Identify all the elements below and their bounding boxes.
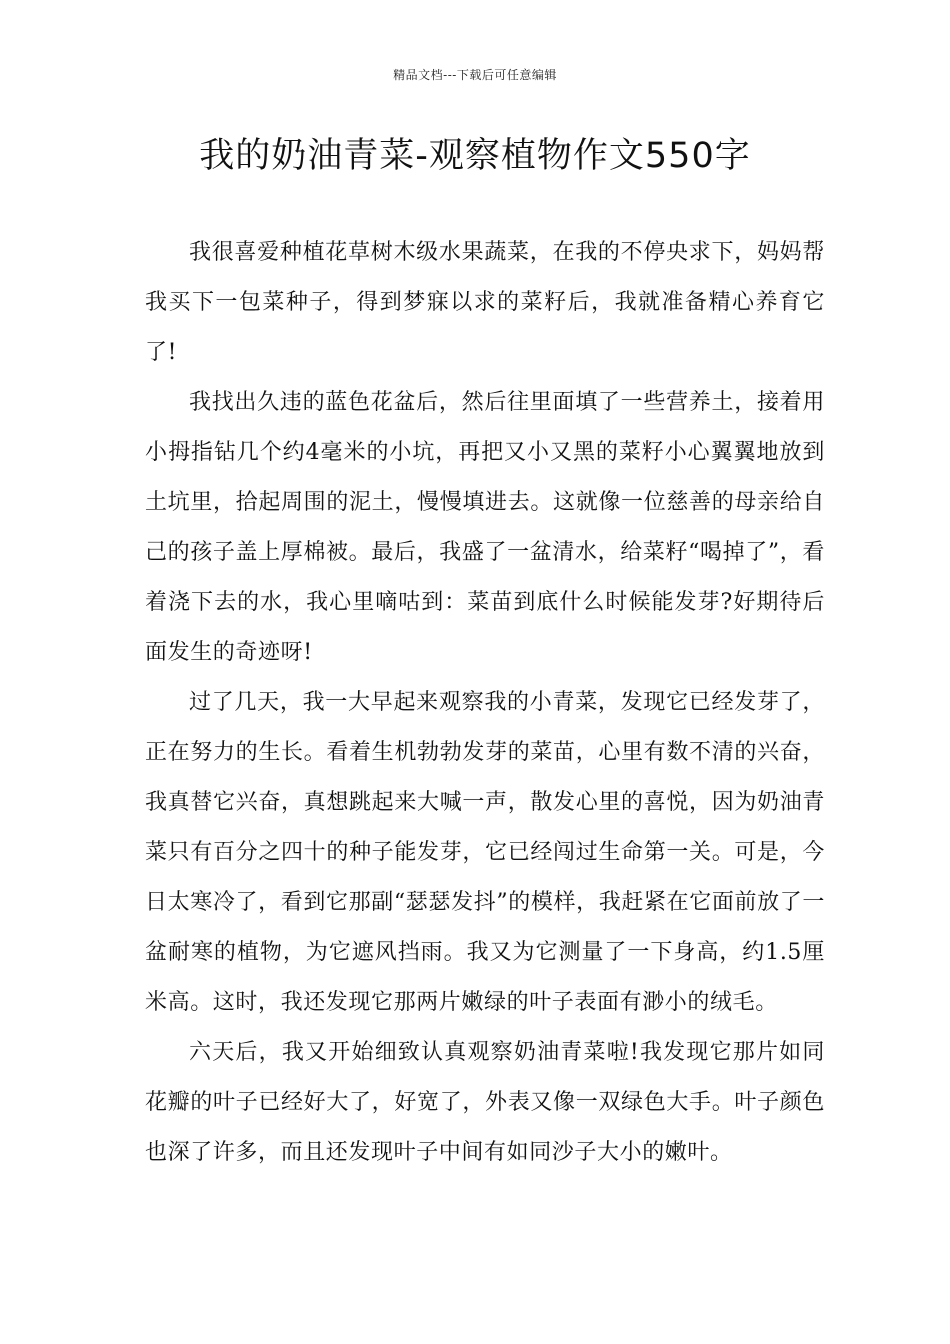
article-body [145, 228, 825, 1178]
paragraph: 我找出久违的蓝色花盆后，然后往里面填了一些营养土，接着用小拇指钻几个约4毫米的小坑，再把又小又黑的菜籽小心翼翼地放到土坑里，拾起周围的泥土，慢慢填进去。这就像一位慈善的母亲给自己的孩子盖上厚棉被。最后，我盛了一盆清水，给菜籽“喝掉了”，看着浇下去的水，我心里嘀咕到：菜苗到底什么时候能发芽?好期待后面发生的奇迹呀! [145, 390, 825, 665]
paragraph: 我很喜爱种植花草树木级水果蔬菜，在我的不停央求下，妈妈帮我买下一包菜种子，得到梦寐以求的菜籽后，我就准备精心养育它了! [145, 240, 825, 365]
paragraph: 六天后，我又开始细致认真观察奶油青菜啦!我发现它那片如同花瓣的叶子已经好大了，好宽了，外表又像一双绿色大手。叶子颜色也深了许多，而且还发现叶子中间有如同沙子大小的嫩叶。 [145, 1040, 825, 1165]
paragraph: 过了几天，我一大早起来观察我的小青菜，发现它已经发芽了，正在努力的生长。看着生机勃勃发芽的菜苗，心里有数不清的兴奋，我真替它兴奋，真想跳起来大喊一声，散发心里的喜悦，因为奶油青菜只有百分之四十的种子能发芽，它已经闯过生命第一关。可是，今日太寒冷了，看到它那副“瑟瑟发抖”的模样，我赶紧在它面前放了一盆耐寒的植物，为它遮风挡雨。我又为它测量了一下身高，约1.5厘米高。这时，我还发现它那两片嫩绿的叶子表面有渺小的绒毛。 [145, 690, 825, 1015]
page-title: 我的奶油青菜-观察植物作文550字 [199, 136, 751, 176]
header-note: 精品文档---下载后可任意编辑 [393, 68, 557, 82]
